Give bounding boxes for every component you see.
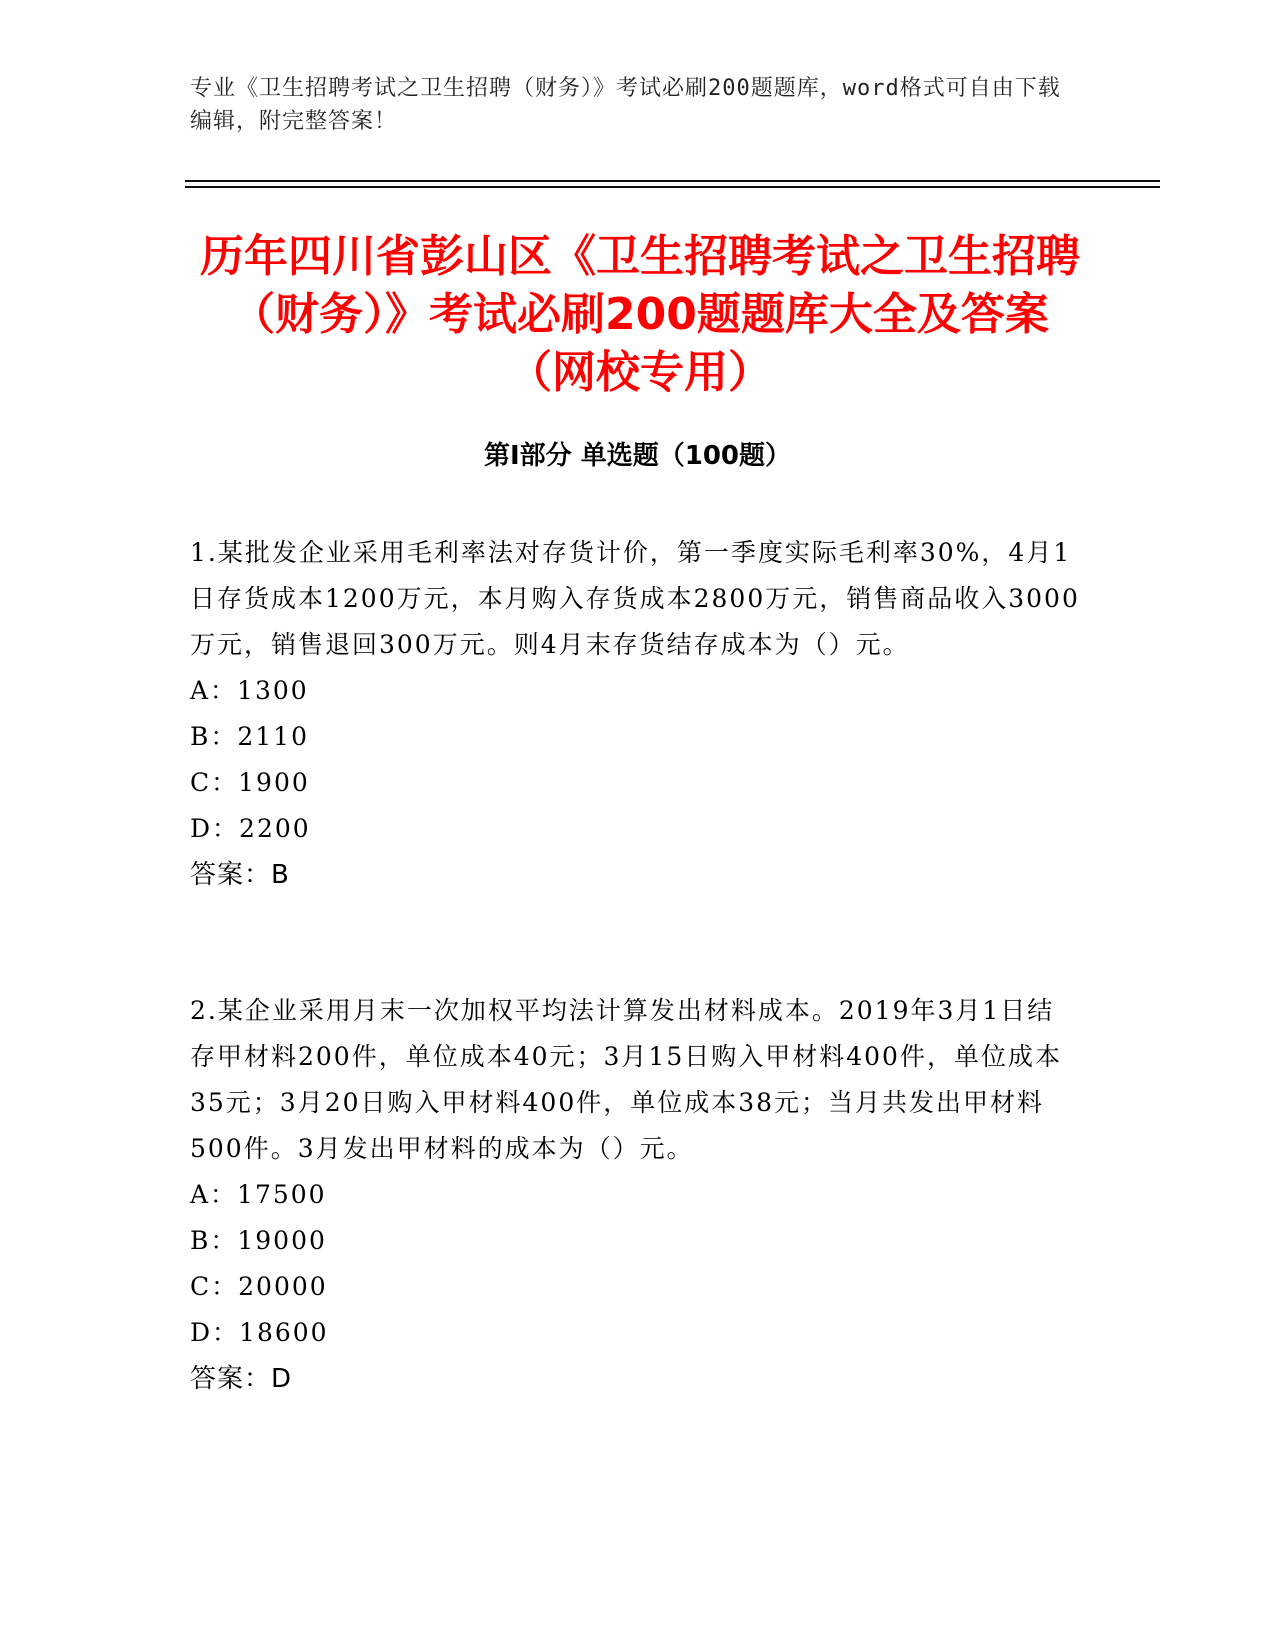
question-1 [190, 530, 1080, 898]
question-2 [190, 988, 1080, 1402]
document-title: 历年四川省彭山区《卫生招聘考试之卫生招聘（财务）》考试必刷200题题库大全及答案（网校专用） [200, 231, 1080, 398]
option-c: C：1900 [190, 768, 310, 797]
answer: 答案：D [190, 1364, 293, 1394]
question-stem: 2.某企业采用月末一次加权平均法计算发出材料成本。2019年3月1日结存甲材料200件，单位成本40元；3月15日购入甲材料400件，单位成本35元；3月20日购入甲材料400件，单位成本38元；当月共发出甲材料500件。3月发出甲材料的成本为（）元。 [190, 996, 1062, 1163]
option-a: A：17500 [190, 1180, 327, 1209]
option-d: D：2200 [190, 814, 311, 843]
section-title: 第I部分 单选题（100题） [484, 441, 791, 471]
option-c: C：20000 [190, 1272, 328, 1301]
answer: 答案：B [190, 860, 290, 890]
header-divider-bottom [185, 186, 1160, 188]
header-divider-top [185, 180, 1160, 182]
question-stem: 1.某批发企业采用毛利率法对存货计价，第一季度实际毛利率30%，4月1日存货成本1200万元，本月购入存货成本2800万元，销售商品收入3000万元，销售退回300万元。则4月末存货结存成本为（）元。 [190, 538, 1080, 659]
header-note: 专业《卫生招聘考试之卫生招聘（财务）》考试必刷200题题库，word格式可自由下载编辑，附完整答案！ [190, 76, 1061, 134]
option-b: B：19000 [190, 1226, 327, 1255]
option-a: A：1300 [190, 676, 309, 705]
option-d: D：18600 [190, 1318, 329, 1347]
option-b: B：2110 [190, 722, 309, 751]
